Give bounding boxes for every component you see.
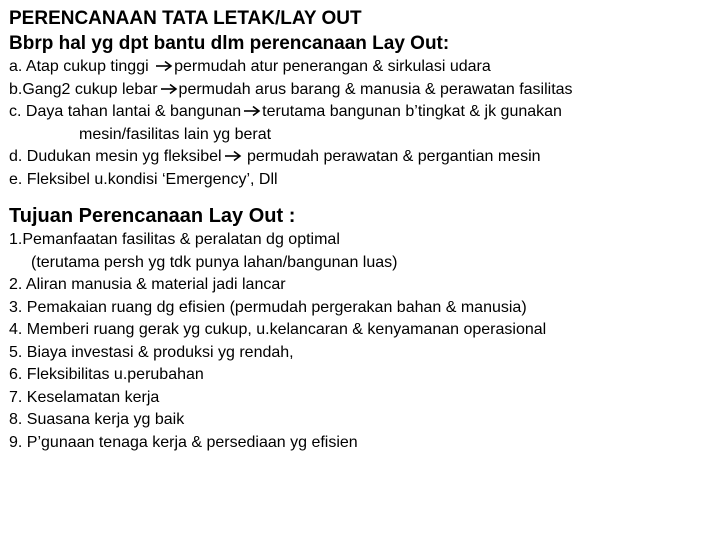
right-arrow-icon [224, 150, 242, 162]
factor-item-e [9, 169, 717, 192]
factor-item-d [9, 146, 717, 169]
right-arrow-icon [160, 83, 178, 95]
factor-text: c. Daya tahan lantai & bangunan [9, 103, 242, 120]
goal-item: 7. Keselamatan kerja [9, 388, 160, 406]
slide-title: PERENCANAAN TATA LETAK/LAY OUT [9, 8, 362, 29]
factor-effect: terutama bangunan b’tingkat & jk gunakan [262, 103, 562, 120]
goals-heading: Tujuan Perencanaan Lay Out : [9, 205, 296, 227]
factor-text: b.Gang2 cukup lebar [9, 80, 158, 98]
factor-effect: permudah arus barang & manusia & perawatan fasilitas [178, 80, 573, 98]
goal-item: 1.Pemanfaatan fasilitas & peralatan dg optimal [9, 231, 340, 248]
factor-item-c [9, 101, 717, 124]
factor-text: a. Atap cukup tinggi [9, 58, 154, 75]
goal-item-continuation [9, 252, 717, 275]
factor-text: d. Dudukan mesin yg fleksibel [9, 148, 222, 165]
slide-subtitle: Bbrp hal yg dpt bantu dlm perencanaan Lay Out: [9, 33, 450, 54]
right-arrow-icon [243, 105, 261, 117]
goal-item: 9. P’gunaan tenaga kerja & persediaan yg efisien [9, 433, 358, 451]
factor-continuation-text: mesin/fasilitas lain yg berat [79, 125, 272, 143]
goal-continuation-text: (terutama persh yg tdk punya lahan/bangunan luas) [31, 253, 398, 271]
goal-item: 5. Biaya investasi & produksi yg rendah, [9, 343, 294, 361]
factor-effect: permudah atur penerangan & sirkulasi udara [174, 58, 491, 75]
factor-list [9, 56, 717, 191]
factor-item-b [9, 79, 717, 102]
goals-list [9, 229, 717, 454]
slide [9, 0, 717, 454]
factor-item-c-continuation [9, 124, 717, 147]
goal-item: 2. Aliran manusia & material jadi lancar [9, 276, 286, 293]
goal-item: 3. Pemakaian ruang dg efisien (permudah pergerakan bahan & manusia) [9, 298, 527, 316]
goal-item: 4. Memberi ruang gerak yg cukup, u.kelancaran & kenyamanan operasional [9, 321, 547, 338]
factor-item-a [9, 56, 717, 79]
goal-item: 8. Suasana kerja yg baik [9, 411, 185, 428]
right-arrow-icon [155, 60, 173, 72]
goal-item: 6. Fleksibilitas u.perubahan [9, 366, 204, 383]
factor-text: e. Fleksibel u.kondisi ‘Emergency’, Dll [9, 170, 278, 188]
factor-effect: permudah perawatan & pergantian mesin [242, 148, 541, 165]
